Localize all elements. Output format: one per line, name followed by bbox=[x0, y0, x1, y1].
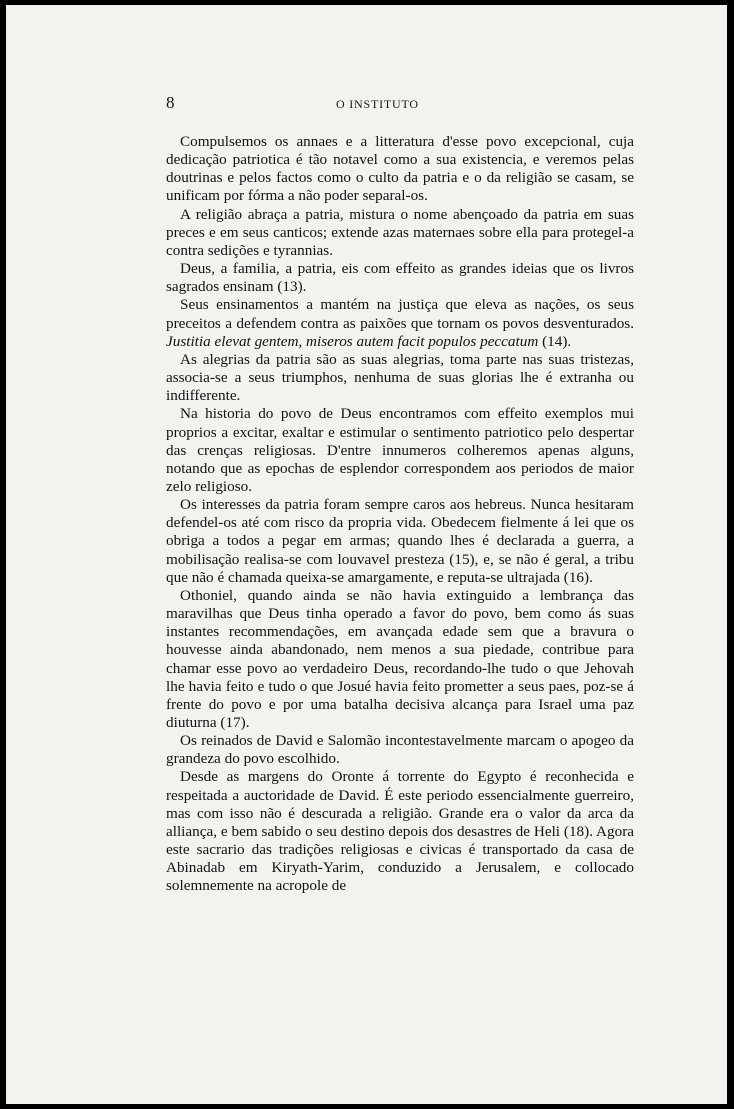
paragraph: Na historia do povo de Deus encontramos com effeito exemplos mui proprios a excitar, exaltar e estimular o sentimento patriotico pelo despertar das crenças religiosas. D'entre innumeros colheremos apenas alguns, notando que as epochas de esplendor correspondem aos periodos de maior zelo religioso. bbox=[166, 405, 634, 495]
paragraph bbox=[166, 296, 634, 350]
running-title: O INSTITUTO bbox=[336, 97, 419, 111]
paragraph: Os interesses da patria foram sempre caros aos hebreus. Nunca hesitaram defendel-os até com risco da propria vida. Obedecem fielmente á lei que os obriga a todos a pegar em armas; quando lhes é declarada a guerra, a mobilisação realisa-se com louvavel presteza (15), e, se não é geral, a tribu que não é chamada queixa-se amargamente, e reputa-se ultrajada (16). bbox=[166, 496, 634, 586]
paragraph: Desde as margens do Oronte á torrente do Egypto é reconhecida e respeitada a auctoridade de David. É este periodo essencialmente guerreiro, mas com isso não é descurada a religião. Grande era o valor da arca da alliança, e bem sabido o seu destino depois dos desastres de Heli (18). Agora este sacrario das tradições religiosas e civicas é transportado da casa de Abinadab em Kiryath-Yarim, conduzido a Jerusalem, e collocado solemnemente na acropole de bbox=[166, 768, 634, 895]
paragraph: Othoniel, quando ainda se não havia extinguido a lembrança das maravilhas que Deus tinha operado a favor do povo, bem como ás suas instantes recommendações, em avançada edade sem que a bravura o houvesse ainda abandonado, nem menos a sua piedade, contribue para chamar esse povo ao verdadeiro Deus, recordando-lhe tudo o que Jehovah lhe havia feito e tudo o que Josué havia feito prometter a seus paes, poz-se á frente do povo e por uma batalha decisiva alcança para Israel uma paz diuturna (17). bbox=[166, 586, 634, 731]
paragraph-text: Seus ensinamentos a mantém na justiça que eleva as nações, os seus preceitos a defendem contra as paixões que tornam os povos desventurados. bbox=[166, 296, 634, 332]
paragraph: Compulsemos os annaes e a litteratura d'esse povo excepcional, cuja dedicação patriotica é tão notavel como a sua existencia, e veremos pelas doutrinas e pelos factos como o culto da patria e o da religião se casam, se unificam por fórma a não poder separal-os. bbox=[166, 133, 634, 205]
page-header bbox=[6, 93, 727, 115]
body-text bbox=[166, 133, 634, 896]
latin-quotation: Justitia elevat gentem, miseros autem facit populos peccatum bbox=[166, 332, 539, 350]
paragraph: Deus, a familia, a patria, eis com effeito as grandes ideias que os livros sagrados ensinam (13). bbox=[166, 260, 634, 296]
paragraph: As alegrias da patria são as suas alegrias, toma parte nas suas tristezas, associa-se a seus triumphos, nenhuma de suas glorias lhe é extranha ou indifferente. bbox=[166, 350, 634, 405]
document-page bbox=[6, 5, 727, 1104]
paragraph: Os reinados de David e Salomão incontestavelmente marcam o apogeo da grandeza do povo escolhido. bbox=[166, 732, 634, 768]
page-number: 8 bbox=[166, 93, 175, 112]
paragraph: A religião abraça a patria, mistura o nome abençoado da patria em suas preces e em seus canticos; extende azas maternaes sobre ella para protegel-a contra sedições e tyrannias. bbox=[166, 205, 634, 259]
paragraph-text: (14). bbox=[538, 332, 572, 350]
